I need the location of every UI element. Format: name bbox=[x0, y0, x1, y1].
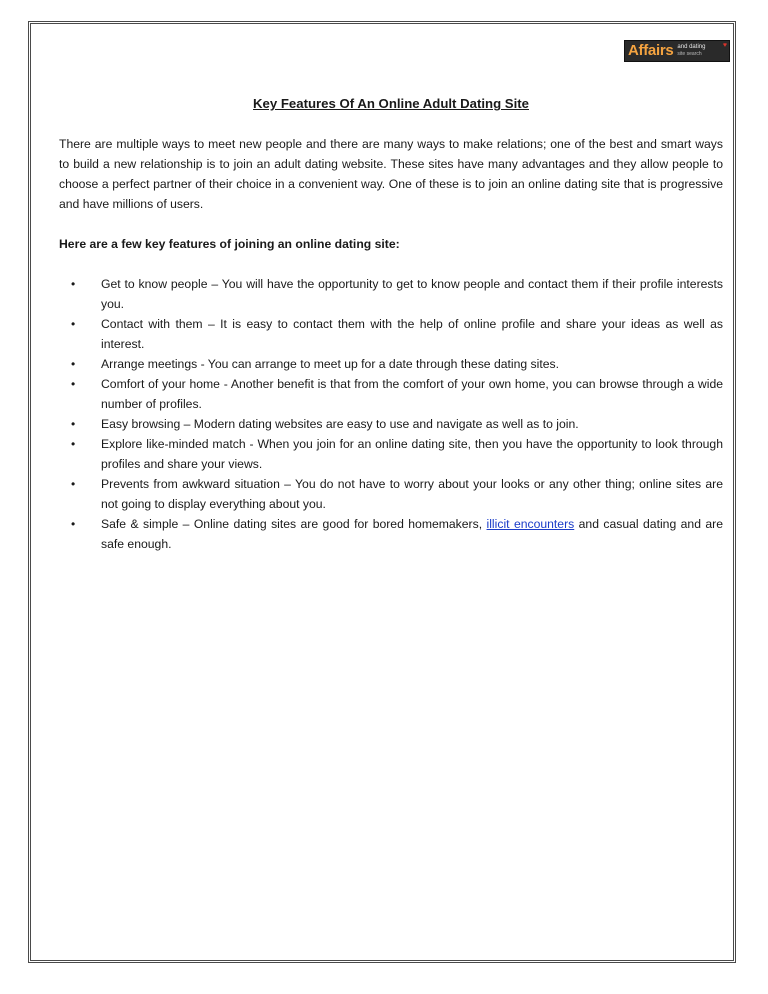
bullet-icon: • bbox=[71, 517, 76, 531]
bullet-icon: • bbox=[71, 417, 76, 431]
logo-sub-line1: and dating bbox=[677, 44, 706, 50]
logo-main-text: Affairs bbox=[628, 42, 674, 59]
bullet-icon: • bbox=[71, 377, 76, 391]
bullet-icon: • bbox=[71, 437, 76, 451]
affairs-logo[interactable] bbox=[624, 40, 730, 62]
list-item-text-after-link: and casual dating and are safe enough. bbox=[101, 517, 723, 551]
list-item-text: Explore like-minded match - When you join for an online dating site, then you have the opportunity to look through profiles and share your views. bbox=[101, 437, 723, 471]
logo-sub-line2: site search bbox=[677, 51, 702, 57]
list-item-text: Arrange meetings - You can arrange to meet up for a date through these dating sites. bbox=[101, 357, 559, 371]
bullet-icon: • bbox=[71, 317, 76, 331]
logo-sub-text bbox=[675, 41, 705, 61]
bullet-icon: • bbox=[71, 477, 76, 491]
bullet-icon: • bbox=[71, 357, 76, 371]
document-title: Key Features Of An Online Adult Dating Site bbox=[253, 96, 529, 111]
list-item bbox=[59, 474, 723, 514]
list-item bbox=[59, 314, 723, 354]
features-list bbox=[59, 274, 723, 554]
list-item bbox=[59, 354, 723, 374]
list-item bbox=[59, 514, 723, 554]
document-body bbox=[59, 92, 723, 554]
list-item-text: Easy browsing – Modern dating websites are easy to use and navigate as well as to join. bbox=[101, 417, 579, 431]
list-item bbox=[59, 434, 723, 474]
list-item bbox=[59, 374, 723, 414]
list-item-text: Contact with them – It is easy to contact them with the help of online profile and share your ideas as well as interest. bbox=[101, 317, 723, 351]
features-lead: Here are a few key features of joining an online dating site: bbox=[59, 237, 400, 251]
list-item bbox=[59, 414, 723, 434]
list-item-text: Get to know people – You will have the opportunity to get to know people and contact them if their profile interests you. bbox=[101, 277, 723, 311]
list-item-text: Prevents from awkward situation – You do not have to worry about your looks or any other thing; online sites are not going to display everything about you. bbox=[101, 477, 723, 511]
bullet-icon: • bbox=[71, 277, 76, 291]
heart-icon: ♥ bbox=[722, 42, 727, 49]
list-item-text: Comfort of your home - Another benefit is that from the comfort of your own home, you can browse through a wide number of profiles. bbox=[101, 377, 723, 411]
illicit-encounters-link[interactable]: illicit encounters bbox=[486, 517, 575, 531]
intro-paragraph: There are multiple ways to meet new people and there are many ways to make relations; one of the best and smart ways to build a new relationship is to join an adult dating website. These sites have many advantages and they allow people to choose a perfect partner of their choice in a convenient way. One of these is to join an online dating site that is progressive and have millions of users. bbox=[59, 137, 723, 211]
list-item bbox=[59, 274, 723, 314]
list-item-text-before-link: Safe & simple – Online dating sites are good for bored homemakers, bbox=[101, 517, 487, 531]
